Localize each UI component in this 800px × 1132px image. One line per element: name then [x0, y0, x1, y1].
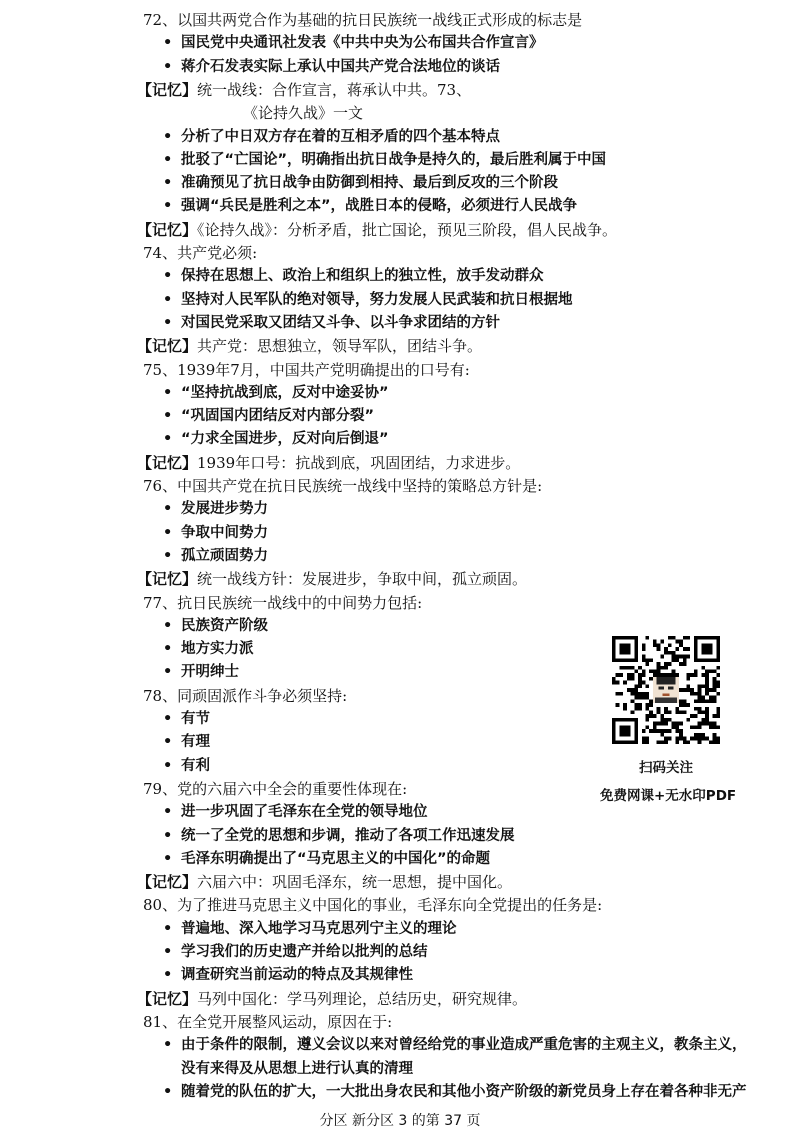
- bullet-continuation: 没有来得及从思想上进行认真的清理: [181, 1060, 413, 1077]
- bullet-icon: •: [163, 547, 173, 564]
- bullet-text: 普遍地、深入地学习马克思列宁主义的理论: [181, 920, 457, 937]
- memory-note: [137, 336, 482, 356]
- bullet-text: 坚持对人民军队的绝对领导，努力发展人民武装和抗日根据地: [181, 291, 573, 308]
- bullet-item: [163, 429, 389, 449]
- bullet-item: [163, 849, 490, 869]
- bullet-text: “巩固国内团结反对内部分裂”: [181, 408, 375, 425]
- memory-tag: 【记忆】: [137, 453, 198, 472]
- bullet-icon: •: [163, 944, 173, 960]
- bullet-icon: •: [163, 501, 173, 518]
- question-line: 81、在全党开展整风运动，原因在于:: [143, 1012, 393, 1031]
- bullet-item: [163, 127, 500, 147]
- bullet-item: [163, 919, 457, 939]
- memory-note: [137, 989, 527, 1009]
- bullet-icon: •: [163, 920, 173, 937]
- bullet-item: [163, 313, 500, 333]
- bullet-item: [163, 406, 374, 426]
- memory-note: [137, 220, 617, 240]
- bullet-item: [163, 196, 577, 216]
- bullet-item: [163, 173, 558, 193]
- bullet-text: 有利: [181, 757, 210, 774]
- question-line: 80、为了推进马克思主义中国化的事业，毛泽东向全党提出的任务是:: [143, 896, 603, 915]
- bullet-text: 民族资产阶级: [181, 617, 268, 634]
- memory-text: 六届六中：巩固毛泽东，统一思想，提中国化。: [197, 873, 513, 892]
- bullet-icon: •: [163, 967, 173, 984]
- bullet-text: 发展进步势力: [181, 501, 268, 518]
- bullet-item: [163, 523, 268, 543]
- bullet-text: 对国民党采取又团结又斗争、以斗争求团结的方针: [181, 314, 500, 331]
- question-line: 79、党的六届六中全会的重要性体现在:: [143, 779, 408, 798]
- memory-tag: 【记忆】: [137, 337, 198, 356]
- memory-tag: 【记忆】: [137, 873, 198, 892]
- bullet-icon: •: [163, 151, 173, 168]
- bullet-item: [163, 616, 268, 636]
- bullet-item: [163, 1035, 747, 1055]
- bullet-icon: •: [163, 524, 173, 541]
- bullet-icon: •: [163, 384, 173, 401]
- bullet-icon: •: [163, 757, 173, 774]
- memory-tag: 【记忆】: [137, 220, 198, 239]
- memory-note: [137, 569, 527, 589]
- bullet-item: [163, 662, 239, 682]
- bullet-icon: •: [163, 314, 173, 331]
- page-footer: 分区 新分区 3 的第 37 页: [319, 1113, 481, 1129]
- memory-text: 统一战线：合作宣言，蒋承认中共。73、: [197, 80, 472, 99]
- bullet-icon: •: [163, 175, 173, 192]
- question-line: 《论持久战》一文: [243, 104, 364, 123]
- bullet-item: [163, 290, 573, 310]
- bullet-icon: •: [163, 268, 173, 285]
- bullet-item: [163, 942, 428, 962]
- bullet-icon: •: [163, 408, 173, 425]
- bullet-item: [163, 1082, 747, 1102]
- bullet-icon: •: [163, 804, 173, 821]
- bullet-text: 进一步巩固了毛泽东在全党的领导地位: [181, 804, 428, 821]
- bullet-item: [163, 732, 210, 752]
- bullet-icon: •: [163, 641, 173, 658]
- memory-note: [137, 872, 512, 892]
- bullet-text: 准确预见了抗日战争由防御到相持、最后到反攻的三个阶段: [181, 175, 558, 192]
- bullet-item: [163, 756, 210, 776]
- bullet-icon: •: [163, 198, 173, 215]
- bullet-icon: •: [163, 617, 173, 634]
- bullet-icon: •: [163, 711, 173, 727]
- bullet-text: 毛泽东明确提出了“马克思主义的中国化”的命题: [181, 850, 491, 867]
- memory-tag: 【记忆】: [137, 80, 198, 99]
- bullet-item: [163, 383, 389, 403]
- question-line: 76、中国共产党在抗日民族统一战线中坚持的策略总方针是:: [143, 477, 543, 495]
- memory-note: [137, 80, 471, 100]
- bullet-icon: •: [163, 827, 173, 844]
- bullet-text: 调查研究当前运动的特点及其规律性: [181, 967, 413, 984]
- qr-caption-promo: 免费网课+无水印PDF: [600, 788, 737, 804]
- bullet-icon: •: [163, 35, 173, 52]
- memory-text: 1939年口号：抗战到底，巩固团结，力求进步。: [197, 453, 521, 472]
- bullet-icon: •: [163, 431, 173, 448]
- question-line: 77、抗日民族统一战线中的中间势力包括:: [143, 593, 423, 612]
- bullet-text: 蒋介石发表实际上承认中国共产党合法地位的谈话: [181, 58, 500, 75]
- memory-tag: 【记忆】: [137, 570, 198, 589]
- bullet-text: “力求全国进步，反对向后倒退”: [181, 431, 389, 448]
- question-line: 74、共产党必须:: [143, 244, 258, 262]
- memory-text: 共产党：思想独立，领导军队，团结斗争。: [197, 337, 483, 356]
- bullet-text: 由于条件的限制，遵义会议以来对曾经给党的事业造成严重危害的主观主义，教条主义，: [181, 1037, 747, 1054]
- bullet-icon: •: [163, 664, 173, 681]
- bullet-text: 国民党中央通讯社发表《中共中央为公布国共合作宣言》: [181, 35, 544, 52]
- bullet-item: [163, 266, 544, 286]
- bullet-item: [163, 965, 413, 985]
- bullet-item: [163, 826, 515, 846]
- bullet-text: 有理: [181, 734, 210, 751]
- bullet-text: 有节: [181, 711, 210, 727]
- bullet-text: “坚持抗战到底，反对中途妥协”: [181, 384, 389, 401]
- bullet-icon: •: [163, 128, 173, 145]
- bullet-item: [163, 546, 268, 566]
- bullet-icon: •: [163, 850, 173, 867]
- bullet-icon: •: [163, 1083, 173, 1100]
- memory-text: 《论持久战》：分析矛盾，批亡国论，预见三阶段，倡人民战争。: [197, 220, 618, 239]
- qr-code-image[interactable]: [612, 636, 720, 744]
- bullet-icon: •: [163, 291, 173, 308]
- question-line: 78、同顽固派作斗争必须坚持:: [143, 686, 348, 705]
- bullet-text: 统一了全党的思想和步调，推动了各项工作迅速发展: [181, 827, 515, 844]
- question-line: 75、1939年7月，中国共产党明确提出的口号有:: [143, 360, 470, 379]
- qr-code-panel: [600, 636, 737, 804]
- memory-tag: 【记忆】: [137, 989, 198, 1008]
- bullet-item: [163, 709, 210, 729]
- question-line: 72、以国共两党合作为基础的抗日民族统一战线正式形成的标志是: [143, 11, 583, 29]
- bullet-text: 批驳了“亡国论”，明确指出抗日战争是持久的，最后胜利属于中国: [181, 151, 607, 168]
- memory-text: 统一战线方针：发展进步，争取中间，孤立顽固。: [197, 570, 528, 589]
- bullet-item: [163, 57, 500, 77]
- bullet-text: 学习我们的历史遗产并给以批判的总结: [181, 944, 428, 960]
- bullet-text: 开明绅士: [181, 664, 239, 681]
- bullet-item: [163, 802, 428, 822]
- bullet-text: 保持在思想上、政治上和组织上的独立性，放手发动群众: [181, 268, 544, 285]
- memory-text: 马列中国化：学马列理论，总结历史，研究规律。: [197, 989, 528, 1008]
- bullet-icon: •: [163, 58, 173, 75]
- bullet-item: [163, 150, 606, 170]
- bullet-item: [163, 639, 254, 659]
- qr-caption-follow: 扫码关注: [639, 760, 693, 776]
- bullet-icon: •: [163, 734, 173, 751]
- bullet-text: 争取中间势力: [181, 524, 268, 541]
- bullet-icon: •: [163, 1037, 173, 1054]
- bullet-text: 强调“兵民是胜利之本”，战胜日本的侵略，必须进行人民战争: [181, 198, 578, 215]
- bullet-text: 分析了中日双方存在着的互相矛盾的四个基本特点: [181, 128, 500, 145]
- bullet-text: 随着党的队伍的扩大，一大批出身农民和其他小资产阶级的新党员身上存在着各种非无产: [181, 1083, 747, 1100]
- memory-note: [137, 453, 520, 473]
- bullet-item: [163, 499, 268, 519]
- bullet-text: 孤立顽固势力: [181, 547, 268, 564]
- bullet-item: [163, 33, 544, 53]
- bullet-text: 地方实力派: [181, 641, 254, 658]
